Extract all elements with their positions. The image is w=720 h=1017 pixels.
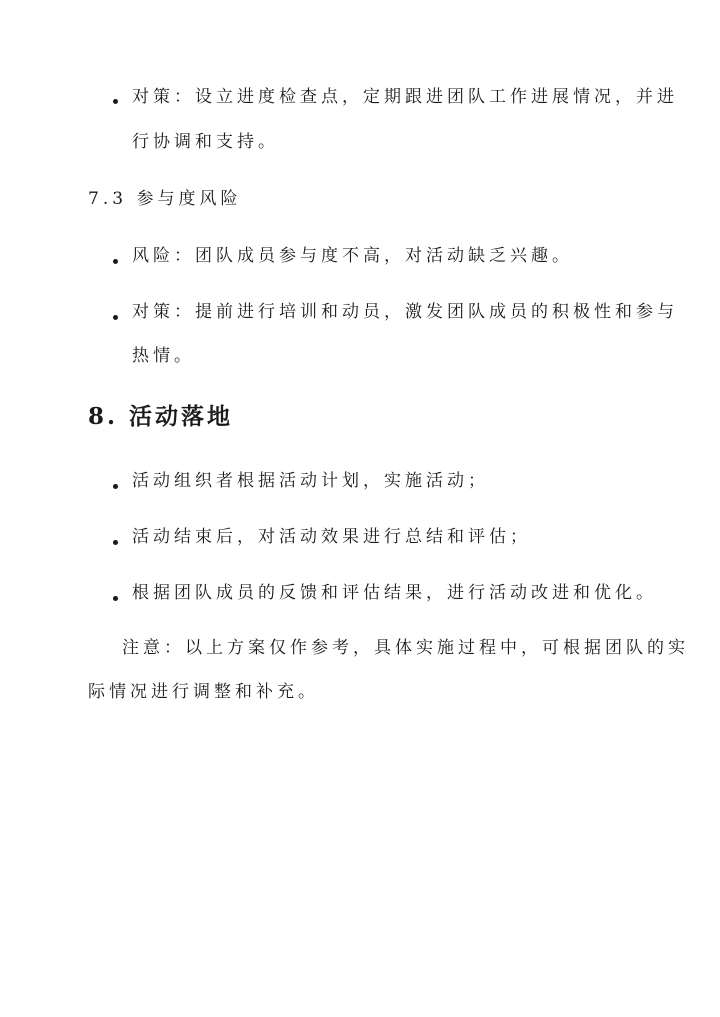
- section-7-3-heading: 7.3 参与度风险: [88, 189, 242, 209]
- bullet-marker: [113, 315, 118, 320]
- list-item: 活动组织者根据活动计划，实施活动；: [132, 471, 489, 491]
- bullet-marker: [113, 259, 118, 264]
- risk-text: 风险：团队成员参与度不高，对活动缺乏兴趣。: [132, 246, 573, 266]
- countermeasure-text: 对策：提前进行培训和动员，激发团队成员的积极性和参与: [132, 302, 678, 322]
- list-item: 活动结束后，对活动效果进行总结和评估；: [132, 527, 531, 547]
- bullet-marker: [113, 596, 118, 601]
- note-text: 注意：以上方案仅作参考，具体实施过程中，可根据团队的实: [122, 638, 689, 658]
- section-8-heading: 8. 活动落地: [88, 403, 234, 430]
- bullet-marker: [113, 99, 118, 104]
- list-item: 根据团队成员的反馈和评估结果，进行活动改进和优化。: [132, 583, 657, 603]
- countermeasure-text: 对策：设立进度检查点，定期跟进团队工作进展情况，并进: [132, 87, 678, 107]
- bullet-marker: [113, 484, 118, 489]
- note-text-continued: 际情况进行调整和补充。: [88, 682, 319, 702]
- countermeasure-text-continued: 热情。: [132, 346, 195, 366]
- bullet-marker: [113, 540, 118, 545]
- countermeasure-text-continued: 行协调和支持。: [132, 132, 279, 152]
